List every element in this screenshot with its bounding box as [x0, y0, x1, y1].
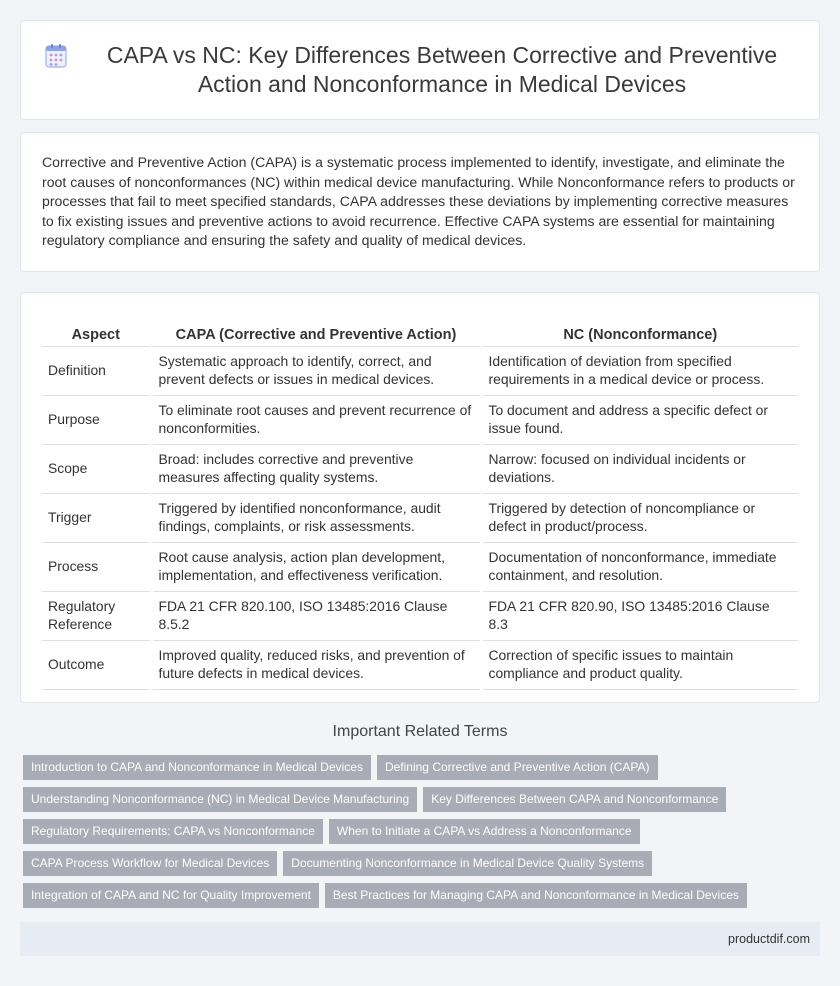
row-aspect: Process [42, 542, 151, 591]
table-row [42, 542, 798, 591]
header-nc: NC (Nonconformance) [481, 315, 798, 346]
row-capa: Triggered by identified nonconformance, audit findings, complaints, or risk assessments. [151, 493, 481, 542]
related-term-link[interactable]: Documenting Nonconformance in Medical Device Quality Systems [283, 851, 652, 876]
row-capa: FDA 21 CFR 820.100, ISO 13485:2016 Clause 8.5.2 [151, 591, 481, 640]
row-aspect: Regulatory Reference [42, 591, 151, 640]
footer [20, 922, 820, 956]
table-row [42, 444, 798, 493]
row-nc: Narrow: focused on individual incidents or deviations. [481, 444, 798, 493]
row-aspect: Definition [42, 346, 151, 395]
header-capa: CAPA (Corrective and Preventive Action) [151, 315, 481, 346]
table-header-row [42, 315, 798, 346]
related-terms-title: Important Related Terms [332, 723, 508, 740]
row-aspect: Outcome [42, 640, 151, 689]
table-row [42, 346, 798, 395]
table-row [42, 591, 798, 640]
row-nc: FDA 21 CFR 820.90, ISO 13485:2016 Clause 8.3 [481, 591, 798, 640]
row-aspect: Scope [42, 444, 151, 493]
table-row [42, 395, 798, 444]
comparison-table [42, 315, 798, 690]
related-term-link[interactable]: When to Initiate a CAPA vs Address a Nonconformance [329, 819, 640, 844]
related-terms-list [23, 755, 813, 908]
intro-paragraph: Corrective and Preventive Action (CAPA) is a systematic process implemented to identify, investigate, and eliminate the root causes of nonconformances (NC) within medical device manufacturing. While Nonconformance refers to products or processes that fail to meet specified standards, CAPA addresses these deviations by implementing corrective measures to fix existing issues and preventive actions to avoid recurrence. Effective CAPA systems are essential for maintaining regulatory compliance and ensuring the safety and quality of medical devices. [42, 154, 795, 249]
row-nc: Correction of specific issues to maintain compliance and product quality. [481, 640, 798, 689]
row-capa: Broad: includes corrective and preventive measures affecting quality systems. [151, 444, 481, 493]
row-aspect: Trigger [42, 493, 151, 542]
row-capa: Systematic approach to identify, correct, and prevent defects or issues in medical devices. [151, 346, 481, 395]
row-capa: To eliminate root causes and prevent recurrence of nonconformities. [151, 395, 481, 444]
related-term-link[interactable]: Key Differences Between CAPA and Nonconformance [423, 787, 726, 812]
page-title: CAPA vs NC: Key Differences Between Corrective and Preventive Action and Nonconformance in Medical Devices [106, 42, 778, 97]
row-capa: Root cause analysis, action plan development, implementation, and effectiveness verification. [151, 542, 481, 591]
table-row [42, 640, 798, 689]
row-aspect: Purpose [42, 395, 151, 444]
related-term-link[interactable]: Best Practices for Managing CAPA and Nonconformance in Medical Devices [325, 883, 747, 908]
row-nc: Identification of deviation from specified requirements in a medical device or process. [481, 346, 798, 395]
row-nc: Documentation of nonconformance, immediate containment, and resolution. [481, 542, 798, 591]
row-capa: Improved quality, reduced risks, and prevention of future defects in medical devices. [151, 640, 481, 689]
related-term-link[interactable]: Understanding Nonconformance (NC) in Medical Device Manufacturing [23, 787, 417, 812]
related-term-link[interactable]: CAPA Process Workflow for Medical Devices [23, 851, 277, 876]
table-row [42, 493, 798, 542]
related-term-link[interactable]: Integration of CAPA and NC for Quality Improvement [23, 883, 319, 908]
comparison-table-card [20, 292, 820, 703]
related-term-link[interactable]: Introduction to CAPA and Nonconformance in Medical Devices [23, 755, 371, 780]
footer-site-link[interactable]: productdif.com [728, 932, 810, 946]
related-term-link[interactable]: Defining Corrective and Preventive Action (CAPA) [377, 755, 658, 780]
row-nc: To document and address a specific defect or issue found. [481, 395, 798, 444]
related-term-link[interactable]: Regulatory Requirements: CAPA vs Nonconformance [23, 819, 323, 844]
header-aspect: Aspect [42, 315, 151, 346]
row-nc: Triggered by detection of noncompliance or defect in product/process. [481, 493, 798, 542]
calendar-grid-icon [45, 43, 67, 69]
intro-card [20, 132, 820, 272]
header-card [20, 20, 820, 120]
